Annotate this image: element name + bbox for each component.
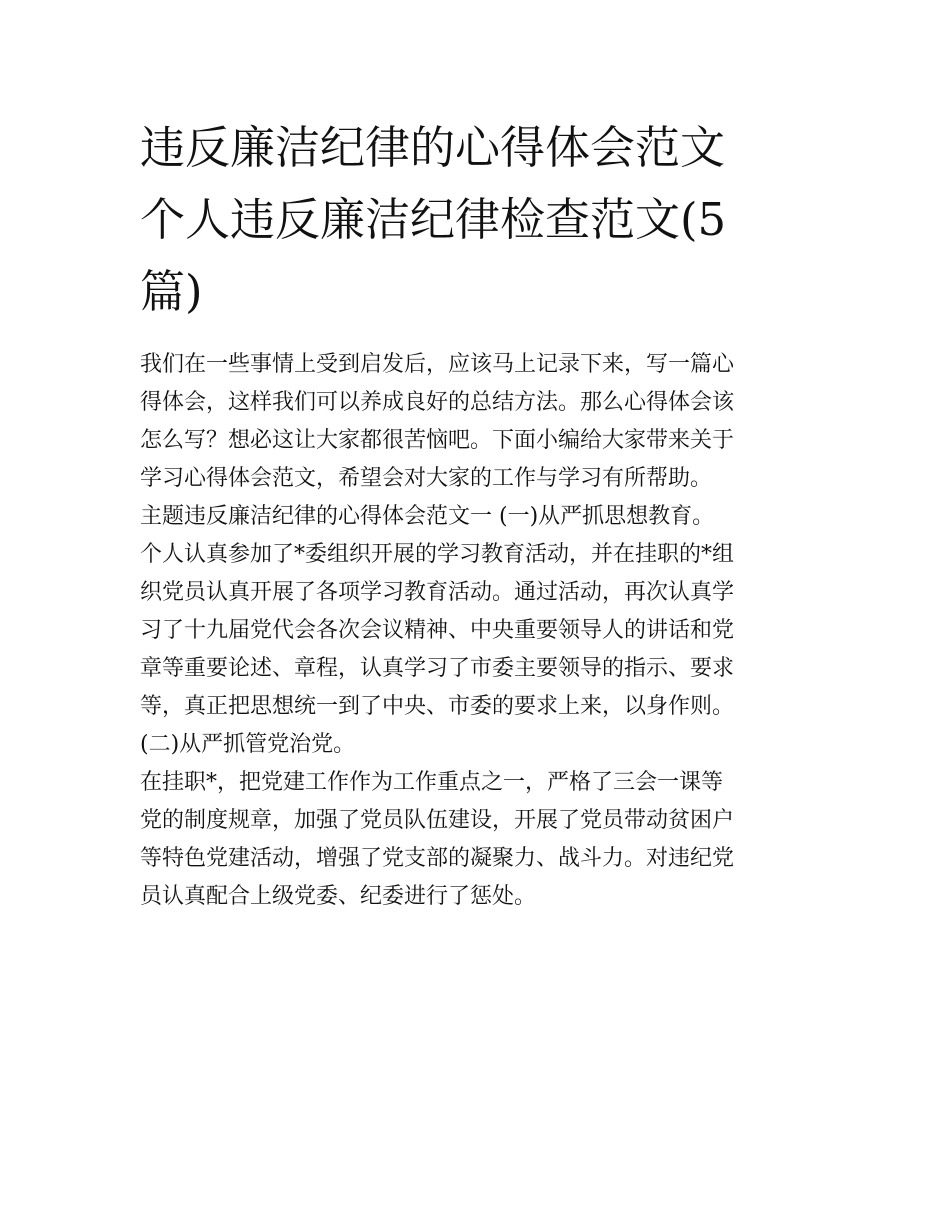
subheading-paragraph <box>140 726 812 764</box>
text-line: 员认真配合上级党委、纪委进行了惩处。 <box>140 884 537 909</box>
text-line: 习了十九届党代会各次会议精神、中央重要领导人的讲话和党 <box>140 618 735 643</box>
document-title <box>140 112 812 328</box>
text-line: 等特色党建活动，增强了党支部的凝聚力、战斗力。对违纪党 <box>140 846 735 871</box>
title-line: 违反廉洁纪律的心得体会范文 <box>140 121 726 174</box>
text-line: 怎么写？想必这让大家都很苦恼吧。下面小编给大家带来关于 <box>140 428 735 453</box>
text-line: 得体会，这样我们可以养成良好的总结方法。那么心得体会该 <box>140 390 735 415</box>
text-line: 在挂职*，把党建工作作为工作重点之一，严格了三会一课等 <box>140 770 724 795</box>
text-line: (二)从严抓管党治党。 <box>140 732 356 757</box>
text-line: 章等重要论述、章程，认真学习了市委主要领导的指示、要求 <box>140 656 735 681</box>
text-line: 主题违反廉洁纪律的心得体会范文一 (一)从严抓思想教育。 <box>140 504 715 529</box>
text-line: 个人认真参加了*委组织开展的学习教育活动，并在挂职的*组 <box>140 542 735 567</box>
text-line: 织党员认真开展了各项学习教育活动。通过活动，再次认真学 <box>140 580 735 605</box>
text-line: 学习心得体会范文，希望会对大家的工作与学习有所帮助。 <box>140 466 713 491</box>
intro-paragraph <box>140 346 812 498</box>
section-heading-paragraph <box>140 498 812 536</box>
text-line: 党的制度规章，加强了党员队伍建设，开展了党员带动贫困户 <box>140 808 735 833</box>
text-line: 等，真正把思想统一到了中央、市委的要求上来，以身作则。 <box>140 694 735 719</box>
body-paragraph <box>140 536 812 726</box>
document-page <box>140 112 812 916</box>
title-line: 个人违反廉洁纪律检查范文(5 <box>140 193 727 246</box>
document-body <box>140 346 812 916</box>
text-line: 我们在一些事情上受到启发后，应该马上记录下来，写一篇心 <box>140 352 735 377</box>
body-paragraph <box>140 764 812 916</box>
title-line: 篇) <box>140 265 203 318</box>
